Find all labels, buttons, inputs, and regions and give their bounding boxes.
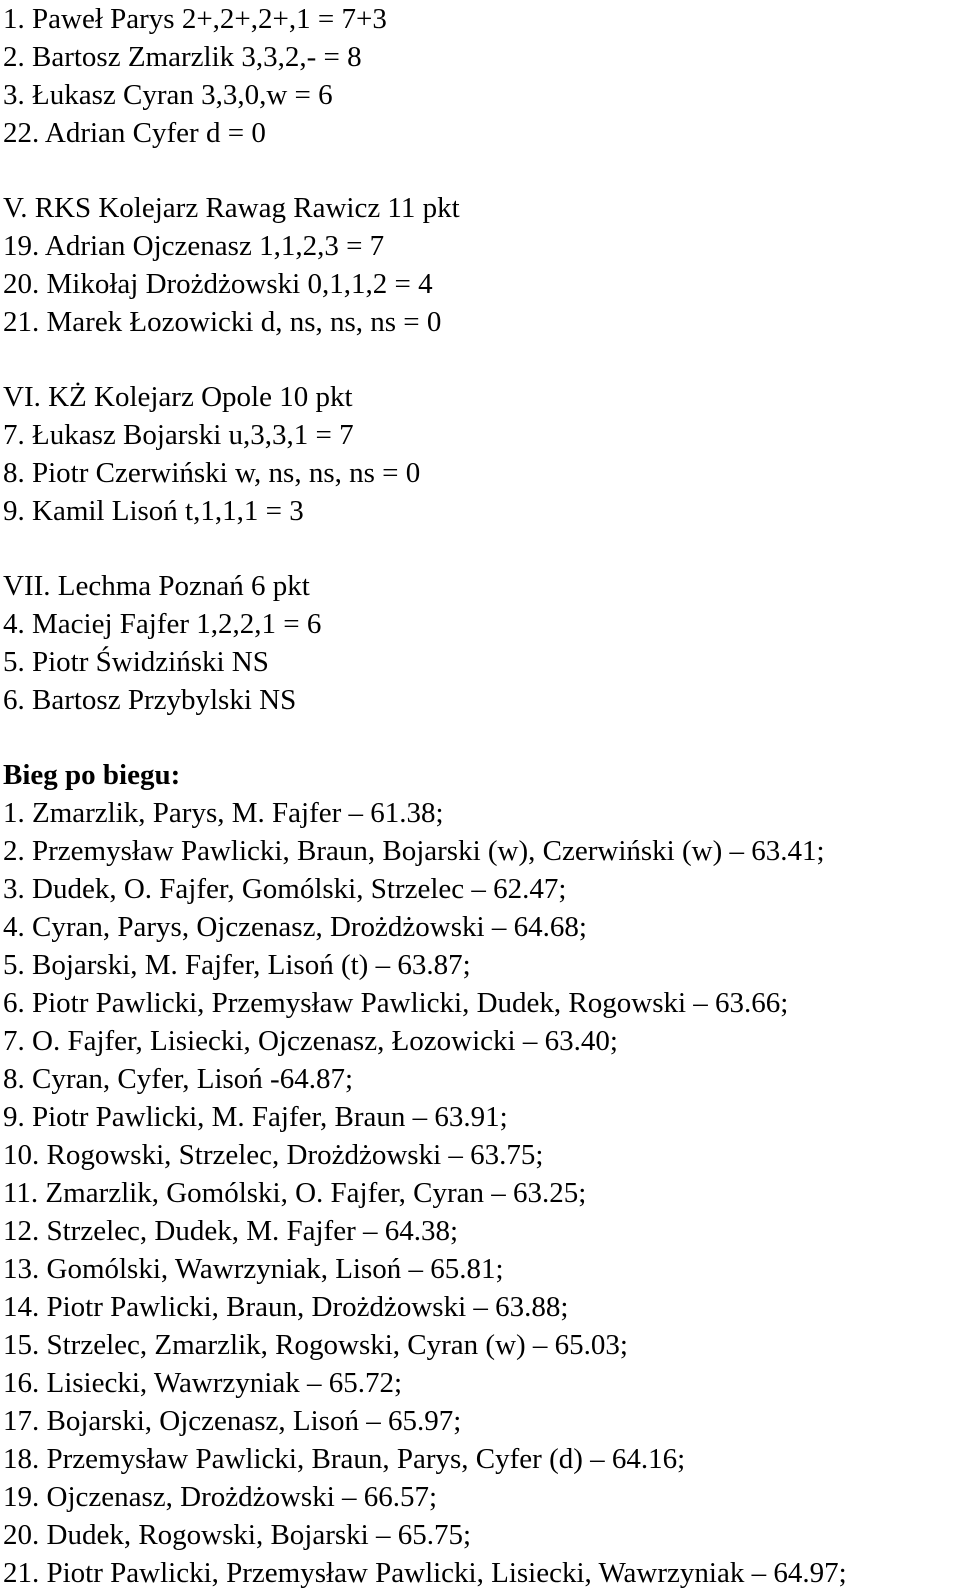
heat-line: 21. Piotr Pawlicki, Przemysław Pawlicki, Lisiecki, Wawrzyniak – 64.97; [3, 1557, 847, 1589]
heat-line: 16. Lisiecki, Wawrzyniak – 65.72; [3, 1367, 403, 1399]
team-poznan [3, 567, 960, 719]
heat-line: 4. Cyran, Parys, Ojczenasz, Drożdżowski – 64.68; [3, 911, 587, 943]
team-opole [3, 378, 960, 530]
rider-line: 22. Adrian Cyfer d = 0 [3, 117, 266, 149]
heat-line: 18. Przemysław Pawlicki, Braun, Parys, Cyfer (d) – 64.16; [3, 1443, 686, 1475]
spacer [3, 530, 960, 567]
heat-line: 7. O. Fajfer, Lisiecki, Ojczenasz, Łozowicki – 63.40; [3, 1025, 618, 1057]
rider-line: 4. Maciej Fajfer 1,2,2,1 = 6 [3, 608, 322, 640]
heat-line: 3. Dudek, O. Fajfer, Gomólski, Strzelec – 62.47; [3, 873, 567, 905]
heat-line: 6. Piotr Pawlicki, Przemysław Pawlicki, Dudek, Rogowski – 63.66; [3, 987, 789, 1019]
rider-line: 21. Marek Łozowicki d, ns, ns, ns = 0 [3, 306, 442, 338]
rider-line: 5. Piotr Świdziński NS [3, 646, 269, 678]
rider-line: 2. Bartosz Zmarzlik 3,3,2,- = 8 [3, 41, 362, 73]
heats-section [3, 756, 960, 1592]
rider-line: 19. Adrian Ojczenasz 1,1,2,3 = 7 [3, 230, 385, 262]
team-title: VII. Lechma Poznań 6 pkt [3, 570, 310, 602]
heat-line: 11. Zmarzlik, Gomólski, O. Fajfer, Cyran – 63.25; [3, 1177, 587, 1209]
heat-line: 14. Piotr Pawlicki, Braun, Drożdżowski – 63.88; [3, 1291, 569, 1323]
rider-line: 8. Piotr Czerwiński w, ns, ns, ns = 0 [3, 457, 421, 489]
rider-line: 20. Mikołaj Drożdżowski 0,1,1,2 = 4 [3, 268, 433, 300]
spacer [3, 719, 960, 756]
rider-line: 7. Łukasz Bojarski u,3,3,1 = 7 [3, 419, 354, 451]
heat-line: 2. Przemysław Pawlicki, Braun, Bojarski (w), Czerwiński (w) – 63.41; [3, 835, 825, 867]
heat-line: 5. Bojarski, M. Fajfer, Lisoń (t) – 63.87; [3, 949, 471, 981]
team-title: VI. KŻ Kolejarz Opole 10 pkt [3, 381, 353, 413]
top-riders-list [3, 0, 960, 152]
heat-line: 9. Piotr Pawlicki, M. Fajfer, Braun – 63.91; [3, 1101, 508, 1133]
rider-line: 3. Łukasz Cyran 3,3,0,w = 6 [3, 79, 333, 111]
heat-line: 12. Strzelec, Dudek, M. Fajfer – 64.38; [3, 1215, 459, 1247]
heat-line: 10. Rogowski, Strzelec, Drożdżowski – 63.75; [3, 1139, 544, 1171]
heat-line: 8. Cyran, Cyfer, Lisoń -64.87; [3, 1063, 354, 1095]
rider-line: 6. Bartosz Przybylski NS [3, 684, 297, 716]
spacer [3, 152, 960, 189]
heats-heading: Bieg po biegu: [3, 759, 181, 791]
heat-line: 20. Dudek, Rogowski, Bojarski – 65.75; [3, 1519, 472, 1551]
heat-line: 13. Gomólski, Wawrzyniak, Lisoń – 65.81; [3, 1253, 504, 1285]
heat-line: 17. Bojarski, Ojczenasz, Lisoń – 65.97; [3, 1405, 462, 1437]
heat-line: 15. Strzelec, Zmarzlik, Rogowski, Cyran (w) – 65.03; [3, 1329, 628, 1361]
spacer [3, 341, 960, 378]
team-title: V. RKS Kolejarz Rawag Rawicz 11 pkt [3, 192, 460, 224]
heat-line: 1. Zmarzlik, Parys, M. Fajfer – 61.38; [3, 797, 444, 829]
team-rawicz [3, 189, 960, 341]
rider-line: 9. Kamil Lisoń t,1,1,1 = 3 [3, 495, 304, 527]
heat-line: 19. Ojczenasz, Drożdżowski – 66.57; [3, 1481, 438, 1513]
rider-line: 1. Paweł Parys 2+,2+,2+,1 = 7+3 [3, 3, 387, 35]
